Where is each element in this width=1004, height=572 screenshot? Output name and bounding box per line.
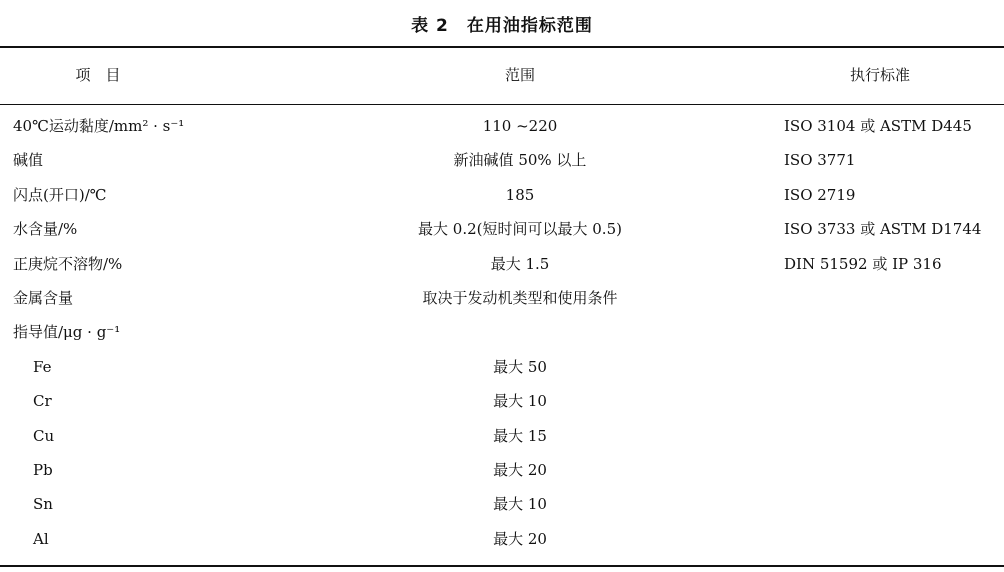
table-row bbox=[0, 247, 1004, 281]
table-row bbox=[0, 109, 1004, 143]
header-standard: 执行标准 bbox=[849, 66, 910, 84]
table-row bbox=[0, 384, 1004, 418]
table-row bbox=[0, 143, 1004, 177]
cell-range: 最大 50 bbox=[493, 357, 547, 376]
cell-item: Cr bbox=[33, 392, 52, 411]
cell-standard: ISO 3104 或 ASTM D445 bbox=[784, 117, 972, 135]
table-row bbox=[0, 212, 1004, 246]
cell-range: 最大 10 bbox=[493, 392, 547, 411]
table-bottom-rule bbox=[0, 565, 1004, 567]
table-row bbox=[0, 419, 1004, 453]
cell-item: Fe bbox=[33, 357, 52, 376]
table-body bbox=[0, 109, 1004, 556]
cell-item: 水含量/% bbox=[13, 220, 78, 239]
cell-range: 最大 1.5 bbox=[490, 254, 550, 273]
table-row bbox=[0, 487, 1004, 521]
cell-range: 最大 10 bbox=[493, 495, 547, 514]
cell-range: 取决于发动机类型和使用条件 bbox=[422, 288, 618, 307]
cell-range: 185 bbox=[505, 185, 535, 204]
cell-range: 最大 20 bbox=[493, 529, 547, 548]
table-header-rule bbox=[0, 104, 1004, 105]
table-row bbox=[0, 315, 1004, 349]
cell-range: 最大 0.2(短时间可以最大 0.5) bbox=[418, 220, 622, 239]
cell-item: Sn bbox=[33, 495, 53, 514]
cell-standard: ISO 3733 或 ASTM D1744 bbox=[784, 220, 982, 239]
cell-item: 碱值 bbox=[13, 151, 44, 170]
cell-item: 金属含量 bbox=[13, 288, 74, 307]
cell-item: Cu bbox=[33, 426, 55, 445]
cell-standard: ISO 2719 bbox=[784, 185, 856, 204]
table-row bbox=[0, 453, 1004, 487]
cell-item: 正庚烷不溶物/% bbox=[13, 254, 123, 273]
table-row bbox=[0, 178, 1004, 212]
cell-standard: ISO 3771 bbox=[784, 151, 856, 170]
cell-standard: DIN 51592 或 IP 316 bbox=[784, 254, 942, 273]
table-row bbox=[0, 522, 1004, 556]
cell-item: Al bbox=[33, 529, 49, 548]
table-header bbox=[0, 62, 1004, 88]
cell-range: 新油碱值 50% 以上 bbox=[453, 151, 587, 170]
table-row bbox=[0, 350, 1004, 384]
cell-item: 40℃运动黏度/mm² · s⁻¹ bbox=[13, 117, 185, 135]
cell-range: 最大 15 bbox=[493, 426, 547, 445]
table-caption: 表 2 在用油指标范围 bbox=[411, 16, 593, 36]
table-top-rule bbox=[0, 46, 1004, 48]
cell-item: 指导值/μg · g⁻¹ bbox=[13, 323, 121, 342]
cell-item: Pb bbox=[33, 460, 53, 479]
cell-range: 最大 20 bbox=[493, 460, 547, 479]
header-range: 范围 bbox=[504, 66, 535, 84]
table-row bbox=[0, 281, 1004, 315]
cell-item: 闪点(开口)/℃ bbox=[13, 185, 107, 204]
cell-range: 110 ~220 bbox=[482, 117, 558, 135]
header-item: 项 目 bbox=[75, 66, 121, 84]
